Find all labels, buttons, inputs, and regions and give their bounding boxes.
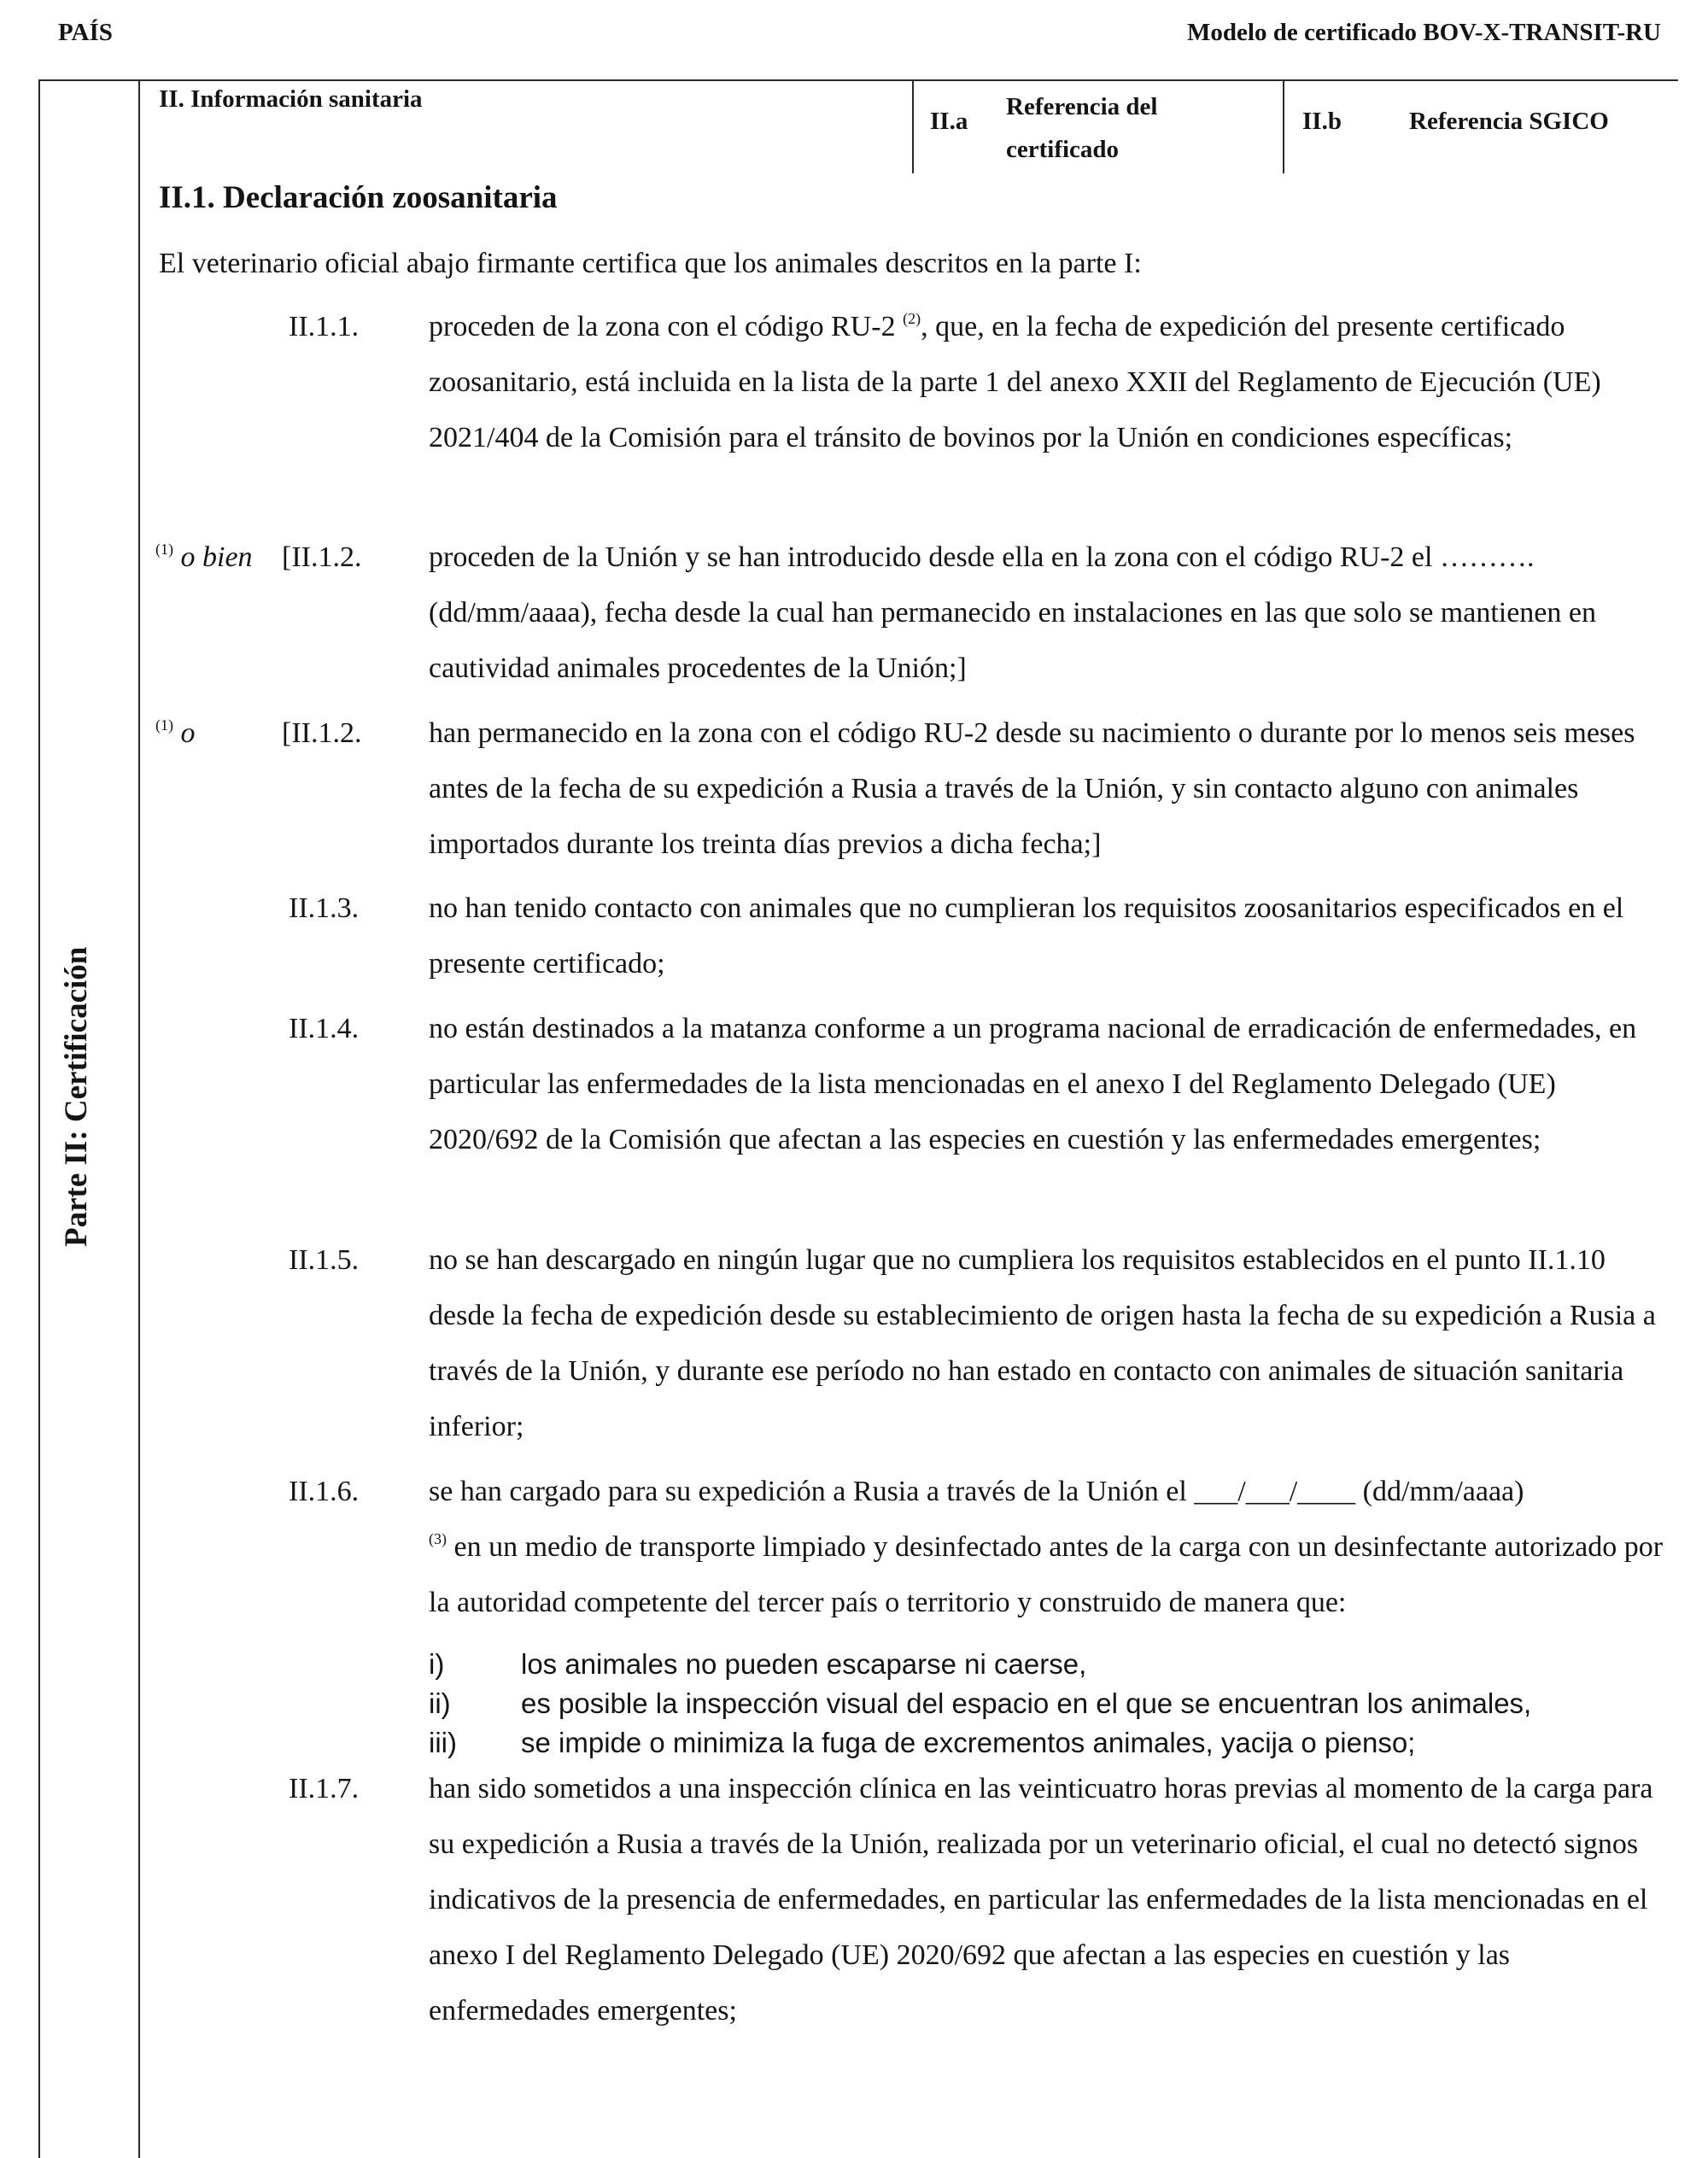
header-divider-a — [912, 79, 914, 173]
item-text: no están destinados a la matanza conforme a un programa nacional de erradicación de enfermedades, en particular las enfermedades de la lista mencionadas en el anexo I del Reglamento Delegado (UE) 2020/692 de la Comisión que afectan a las especies en cuestión y las enfermedades emergentes; — [429, 1013, 1637, 1155]
ref-code-a: II.a — [930, 108, 968, 135]
item-number: II.1.7. — [289, 1773, 360, 1804]
item-number: [II.1.2. — [282, 541, 362, 573]
ref-label-b: Referencia SGICO — [1409, 108, 1609, 135]
section-title: II.1. Declaración zoosanitaria — [159, 180, 558, 215]
part-label: Parte II: Certificación — [59, 946, 94, 1247]
ref-code-b: II.b — [1302, 108, 1342, 135]
table-top-border — [38, 79, 1678, 81]
intro-text: El veterinario oficial abajo firmante certifica que los animales descritos en la parte I: — [159, 248, 1142, 279]
item-text: proceden de la zona con el código RU-2 $^{(2)}$, que, en la fecha de expedición del presente certificado zoosanitario, está incluida en la lista de la parte 1 del anexo XXII del Reglamento de Ejecución (UE) 2021/404 de la Comisión para el tránsito de bovinos por la Unión en condiciones específicas; — [429, 310, 1601, 453]
frame-inner-border — [138, 79, 140, 2158]
item-number: II.1.6. — [289, 1476, 360, 1507]
item-text: han sido sometidos a una inspección clínica en las veinticuatro horas previas al momento de la carga para su expedición a Rusia a través de la Unión, realizada por un veterinario oficial, el cual no detectó signos indicativos de la presencia de enfermedades, en particular las enfermedades de la lista mencionadas en el anexo I del Reglamento Delegado (UE) 2020/692 que afectan a las especies en cuestión y las enfermedades emergentes; — [429, 1773, 1653, 2026]
item-number: II.1.5. — [289, 1244, 360, 1276]
frame-left-border — [38, 79, 40, 2158]
item-text: no se han descargado en ningún lugar que no cumpliera los requisitos establecidos en el punto II.1.10 desde la fecha de expedición desde su establecimiento de origen hasta la fecha de su expedición a Rusia a través de la Unión, y durante ese período no han estado en contacto con animales de situación sanitaria inferior; — [429, 1244, 1656, 1442]
header-divider-b — [1283, 79, 1284, 173]
section-header: II. Información sanitaria — [159, 85, 423, 113]
item-number: II.1.3. — [289, 892, 360, 924]
item-number: II.1.1. — [289, 311, 360, 342]
item-text: han permanecido en la zona con el código RU-2 desde su nacimiento o durante por lo menos seis meses antes de la fecha de su expedición a Rusia a través de la Unión, y sin contacto alguno con animales importados durante los treinta días previos a dicha fecha;] — [429, 717, 1635, 860]
item-text: proceden de la Unión y se han introducido desde ella en la zona con el código RU-2 el ………. (dd/mm/aaaa), fecha desde la cual han permanecido en instalaciones en las que solo se mantienen en cautividad animales procedentes de la Unión;] — [429, 541, 1596, 684]
country-label: PAÍS — [58, 19, 113, 46]
item-text: se han cargado para su expedición a Rusia a través de la Unión el ___/___/____ (dd/mm/aaaa) $^{(3)}$ en un medio de transporte limpiado y desinfectado antes de la carga con un desinfectante autorizado por la autoridad competente del tercer país o territorio y construido de manera que: — [429, 1476, 1664, 1618]
item-number: II.1.4. — [289, 1013, 360, 1044]
certificate-model: Modelo de certificado BOV-X-TRANSIT-RU — [1187, 19, 1661, 46]
item-number: [II.1.2. — [282, 717, 362, 749]
item-text: no han tenido contacto con animales que no cumplieran los requisitos zoosanitarios especificados en el presente certificado; — [429, 892, 1624, 980]
option-marker: $^{(1)}$ o bien — [155, 541, 253, 573]
ref-label-a: Referencia del certificado — [1006, 93, 1158, 163]
option-marker: $^{(1)}$ o — [155, 716, 196, 749]
